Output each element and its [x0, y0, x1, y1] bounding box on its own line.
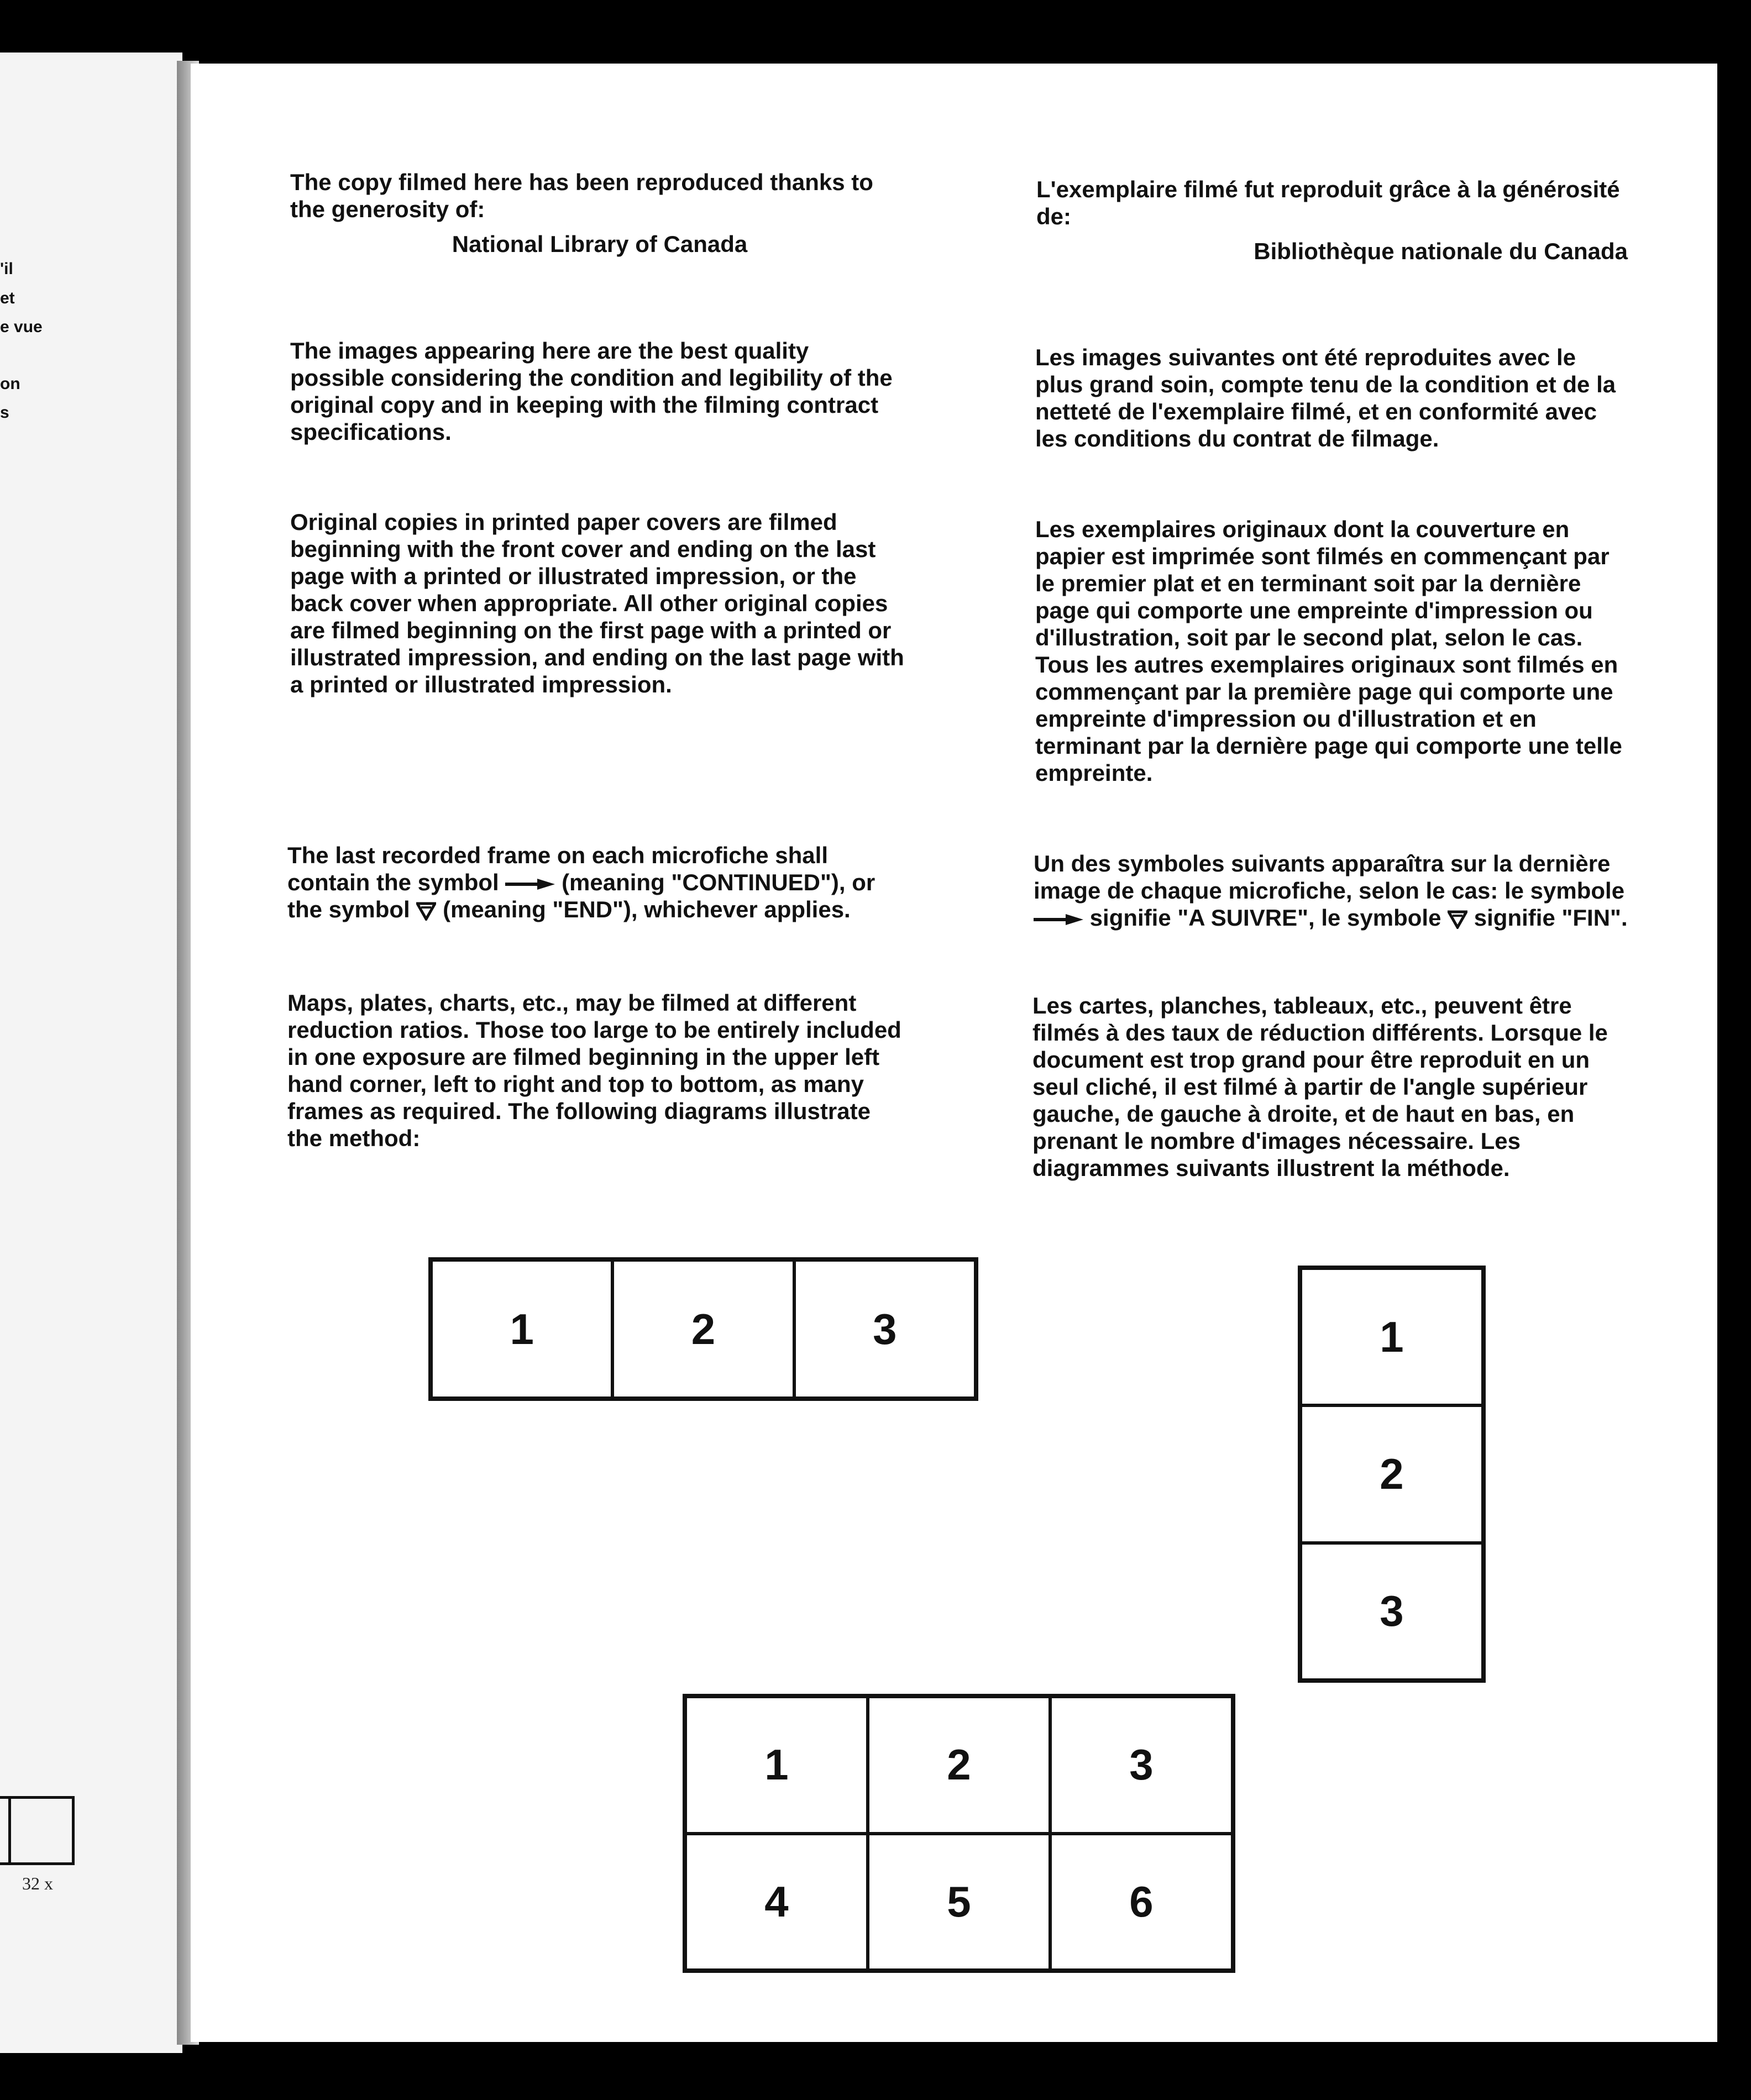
frame-cell: 1 — [685, 1697, 868, 1834]
continued-arrow-icon — [505, 878, 555, 891]
frame-cell: 3 — [1301, 1543, 1483, 1680]
prev-fragment: e vue — [0, 318, 43, 336]
prev-diagram-box — [0, 1796, 75, 1865]
english-covers-paragraph: Original copies in printed paper covers are filmed beginning with the front cover and ending on the last page with a printed or illustrated impression, or the back cover when appropriate. All other original copies are filmed beginning on the first page with a printed or illustrated impression, and ending on the last page with a printed or illustrated impression. — [290, 509, 904, 697]
prev-fragment: on — [0, 375, 20, 393]
end-triangle-icon — [416, 902, 436, 921]
en-institution: National Library of Canada — [452, 231, 748, 257]
vertical-frame-diagram — [1298, 1266, 1486, 1683]
continued-arrow-icon — [1034, 913, 1083, 926]
french-quality-paragraph: Les images suivantes ont été reproduites avec le plus grand soin, compte tenu de la condition et de la netteté de l'exemplaire filmé, et en conformité avec les conditions du contrat de filmage. — [1035, 344, 1616, 452]
en-symbol-text-c: (meaning "END"), whichever applies. — [443, 896, 851, 922]
previous-page-strip — [0, 53, 182, 2053]
french-covers-paragraph: Les exemplaires originaux dont la couverture en papier est imprimée sont filmés en commençant par le premier plat et en terminant soit par la dernière page qui comporte une empreinte d'impression ou d'illustration, soit par le second plat, selon le cas. Tous les autres exemplaires originaux sont filmés en commençant par la première page qui comporte une empreinte d'impression ou d'illustration et en terminant par la dernière page qui comporte une telle empreinte. — [1035, 516, 1622, 786]
end-triangle-icon — [1448, 910, 1467, 929]
frame-cell: 2 — [868, 1697, 1050, 1834]
frame-cell: 4 — [685, 1834, 868, 1971]
fr-intro: L'exemplaire filmé fut reproduit grâce à la générosité de: — [1036, 176, 1620, 229]
french-symbols-paragraph — [1034, 850, 1631, 931]
fr-symbol-text-a: Un des symboles suivants apparaîtra sur la dernière image de chaque microfiche, selon le cas: le symbole — [1034, 851, 1625, 904]
prev-fragment: et — [0, 289, 15, 307]
frame-cell: 6 — [1050, 1834, 1233, 1971]
frame-cell: 2 — [1301, 1405, 1483, 1542]
horizontal-frame-diagram — [428, 1257, 978, 1401]
fr-institution: Bibliothèque nationale du Canada — [1254, 238, 1628, 264]
frame-cell: 1 — [1301, 1268, 1483, 1405]
english-column — [290, 169, 909, 258]
frame-cell: 3 — [1050, 1697, 1233, 1834]
fr-symbol-text-b: signifie "A SUIVRE", le symbole — [1089, 905, 1441, 931]
en-symbol-text-a: The last recorded frame on each microfiche shall contain the symbol — [287, 842, 828, 895]
en-symbol-text-b: (meaning "CONTINUED"), or the symbol — [287, 869, 876, 922]
english-maps-paragraph: Maps, plates, charts, etc., may be filmed at different reduction ratios. Those too large to be entirely included in one exposure are filmed beginning in the upper left hand corner, left to right and top to bottom, as many frames as required. The following diagrams illustrate the method: — [287, 990, 901, 1151]
en-intro: The copy filmed here has been reproduced thanks to the generosity of: — [290, 169, 873, 222]
frame-cell: 5 — [868, 1834, 1050, 1971]
french-maps-paragraph: Les cartes, planches, tableaux, etc., peuvent être filmés à des taux de réduction différents. Lorsque le document est trop grand pour être reproduit en un seul cliché, il est filmé à partir de l'angle supérieur gauche, de gauche à droite, et de haut en bas, en prenant le nombre d'images nécessaire. Les diagrammes suivants illustrent la méthode. — [1032, 993, 1608, 1181]
frame-cell: 3 — [794, 1260, 976, 1398]
prev-reduction-label: 32 x — [22, 1873, 53, 1893]
prev-fragment: s — [0, 403, 9, 422]
french-column — [1036, 176, 1628, 265]
english-symbols-paragraph — [287, 842, 909, 923]
frame-cell: 2 — [612, 1260, 794, 1398]
english-quality-paragraph: The images appearing here are the best quality possible considering the condition and legibility of the original copy and in keeping with the filming contract specifications. — [290, 338, 893, 445]
frame-cell: 1 — [431, 1260, 612, 1398]
grid-frame-diagram — [683, 1694, 1235, 1973]
fr-symbol-text-c: signifie "FIN". — [1474, 905, 1628, 931]
prev-fragment: 'il — [0, 260, 13, 278]
